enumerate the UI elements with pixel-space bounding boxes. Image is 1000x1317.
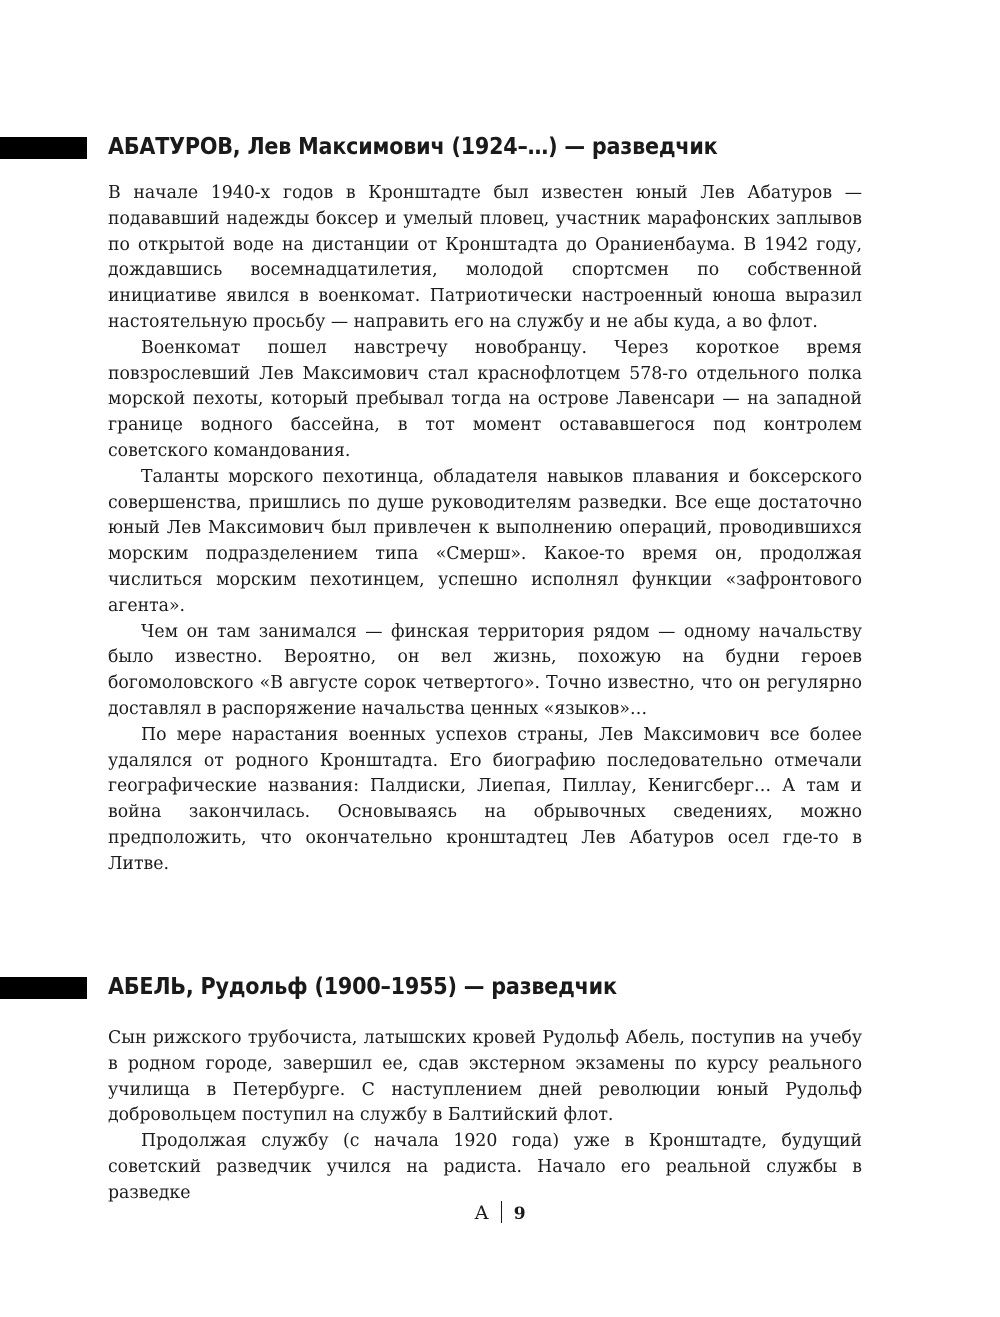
heading-marker-bar	[0, 977, 87, 999]
paragraph: Сын рижского трубочиста, латышских кровей Рудольф Абель, поступив на учебу в родном городе, завершил ее, сдав экстерном экзамены по курсу реального училища в Петербурге. С наступлением дней революции юный Рудольф добровольцем поступил на службу в Балтийский флот.	[108, 1028, 862, 1126]
paragraph: Таланты морского пехотинца, обладателя навыков плавания и боксерского совершенства, пришлись по душе руководителям разведки. Все еще достаточно юный Лев Максимович был привлечен к выполнению операций, проводившихся морским подразделением типа «Смерш». Какое-то время он, продолжая числиться морским пехотинцем, успешно исполнял функции «зафронтового агента».	[108, 466, 862, 616]
section-letter: А	[474, 1202, 489, 1224]
heading-marker-bar	[0, 137, 87, 159]
page-footer	[0, 1200, 1000, 1227]
entry-body	[108, 1026, 862, 1207]
entry-heading: АБАТУРОВ, Лев Максимович (1924–…) — разведчик	[108, 134, 718, 160]
paragraph: Военкомат пошел навстречу новобранцу. Через короткое время повзрослевший Лев Максимович стал краснофлотцем 578-го отдельного полка морской пехоты, который пребывал тогда на острове Лавенсари — на западной границе водного бассейна, в тот момент остававшегося под контролем советского командования.	[108, 337, 862, 461]
entry-heading: АБЕЛЬ, Рудольф (1900–1955) — разведчик	[108, 974, 617, 1000]
page-number: 9	[513, 1204, 526, 1224]
entry-body	[108, 181, 862, 878]
entry-abaturov	[0, 128, 1000, 874]
paragraph: Чем он там занимался — финская территория рядом — одному начальству было известно. Вероятно, он вел жизнь, похожую на будни героев богомоловского «В августе сорок четвертого». Точно известно, что он регулярно доставлял в распоряжение начальства ценных «языков»…	[108, 621, 862, 719]
paragraph: По мере нарастания военных успехов страны, Лев Максимович все более удалялся от родного Кронштадта. Его биографию последовательно отмечали географические названия: Палдиски, Лиепая, Пиллау, Кенигсберг… А там и война закончилась. Основываясь на обрывочных сведениях, можно предположить, что окончательно кронштадтец Лев Абатуров осел где-то в Литве.	[108, 724, 862, 874]
footer-separator	[501, 1201, 502, 1223]
paragraph: Продолжая службу (с начала 1920 года) уже в Кронштадте, будущий советский разведчик учился на радиста. Начало его реальной службы в разведке	[108, 1131, 862, 1203]
entry-heading-row	[0, 128, 1000, 168]
paragraph: В начале 1940-х годов в Кронштадте был известен юный Лев Абатуров — подававший надежды боксер и умелый пловец, участник марафонских заплывов по открытой воде на дистанции от Кронштадта до Ораниенбаума. В 1942 году, дождавшись восемнадцатилетия, молодой спортсмен по собственной инициативе явился в военкомат. Патриотически настроенный юноша выразил настоятельную просьбу — направить его на службу и не абы куда, а во флот.	[108, 183, 862, 332]
entry-heading-row	[0, 968, 1000, 1008]
entry-abel	[0, 968, 1000, 1203]
